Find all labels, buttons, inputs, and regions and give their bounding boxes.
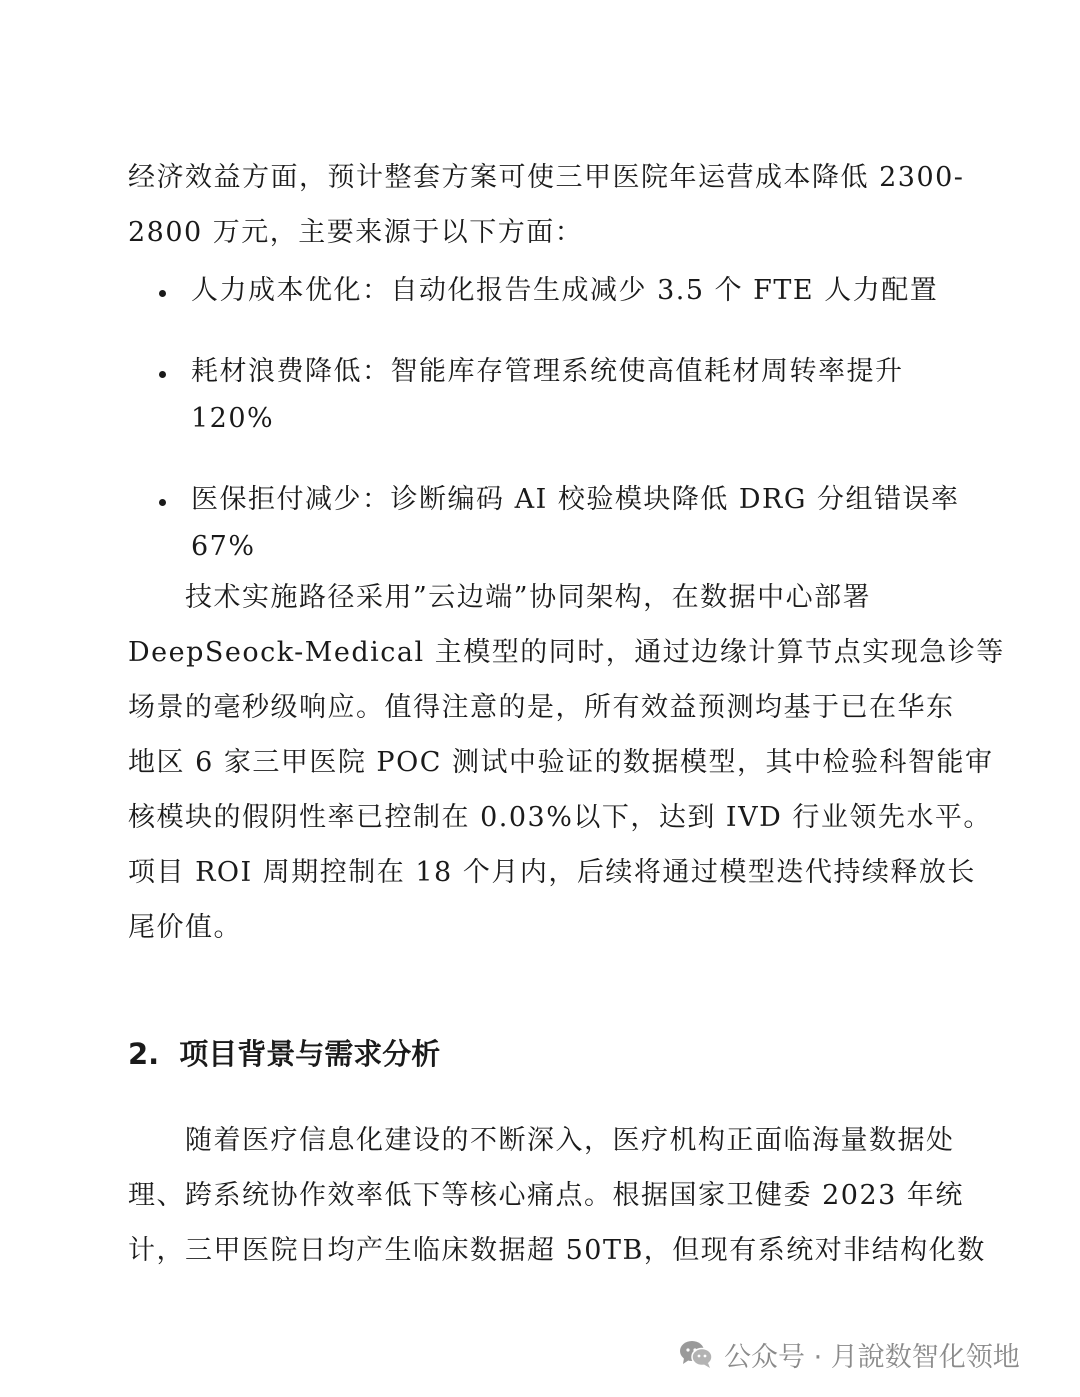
paragraph2-line-5: 核模块的假阴性率已控制在 0.03%以下，达到 IVD 行业领先水平。 (128, 802, 992, 833)
paragraph2-line-6: 项目 ROI 周期控制在 18 个月内，后续将通过模型迭代持续释放长 (128, 857, 976, 888)
watermark-text: 公众号 · 月說数智化领地 (724, 1341, 1020, 1373)
bullet-dot-icon (159, 499, 166, 506)
bullet-2-line-1: 耗材浪费降低：智能库存管理系统使高值耗材周转率提升 (191, 356, 904, 387)
bullet-3-line-2: 67% (191, 531, 256, 562)
watermark (678, 1332, 1020, 1376)
section-number: 2. (128, 1037, 160, 1071)
section-title: 项目背景与需求分析 (179, 1037, 441, 1071)
bullet-dot-icon (159, 371, 166, 378)
paragraph1-line-1: 经济效益方面，预计整套方案可使三甲医院年运营成本降低 2300- (128, 162, 965, 193)
bullet-dot-icon (159, 290, 166, 297)
paragraph3-line-3: 计，三甲医院日均产生临床数据超 50TB，但现有系统对非结构化数 (128, 1235, 986, 1266)
paragraph3-line-1: 随着医疗信息化建设的不断深入，医疗机构正面临海量数据处 (185, 1125, 955, 1156)
bullet-3-line-1: 医保拒付减少：诊断编码 AI 校验模块降低 DRG 分组错误率 (191, 484, 960, 515)
paragraph2-line-1: 技术实施路径采用”云边端”协同架构，在数据中心部署 (185, 582, 872, 613)
paragraph2-line-2: DeepSeock-Medical 主模型的同时，通过边缘计算节点实现急诊等 (128, 637, 1005, 668)
paragraph2-line-7: 尾价值。 (128, 912, 242, 943)
paragraph3-line-2: 理、跨系统协作效率低下等核心痛点。根据国家卫健委 2023 年统 (128, 1180, 964, 1211)
paragraph1-line-2: 2800 万元，主要来源于以下方面： (128, 217, 584, 248)
paragraph2-line-4: 地区 6 家三甲医院 POC 测试中验证的数据模型，其中检验科智能审 (128, 747, 994, 778)
bullet-1-line-1: 人力成本优化：自动化报告生成减少 3.5 个 FTE 人力配置 (191, 275, 939, 306)
section-heading (128, 1032, 440, 1076)
bullet-2-line-2: 120% (191, 403, 275, 434)
paragraph2-line-3: 场景的毫秒级响应。值得注意的是，所有效益预测均基于已在华东 (128, 692, 955, 723)
wechat-logo-icon (678, 1339, 714, 1369)
